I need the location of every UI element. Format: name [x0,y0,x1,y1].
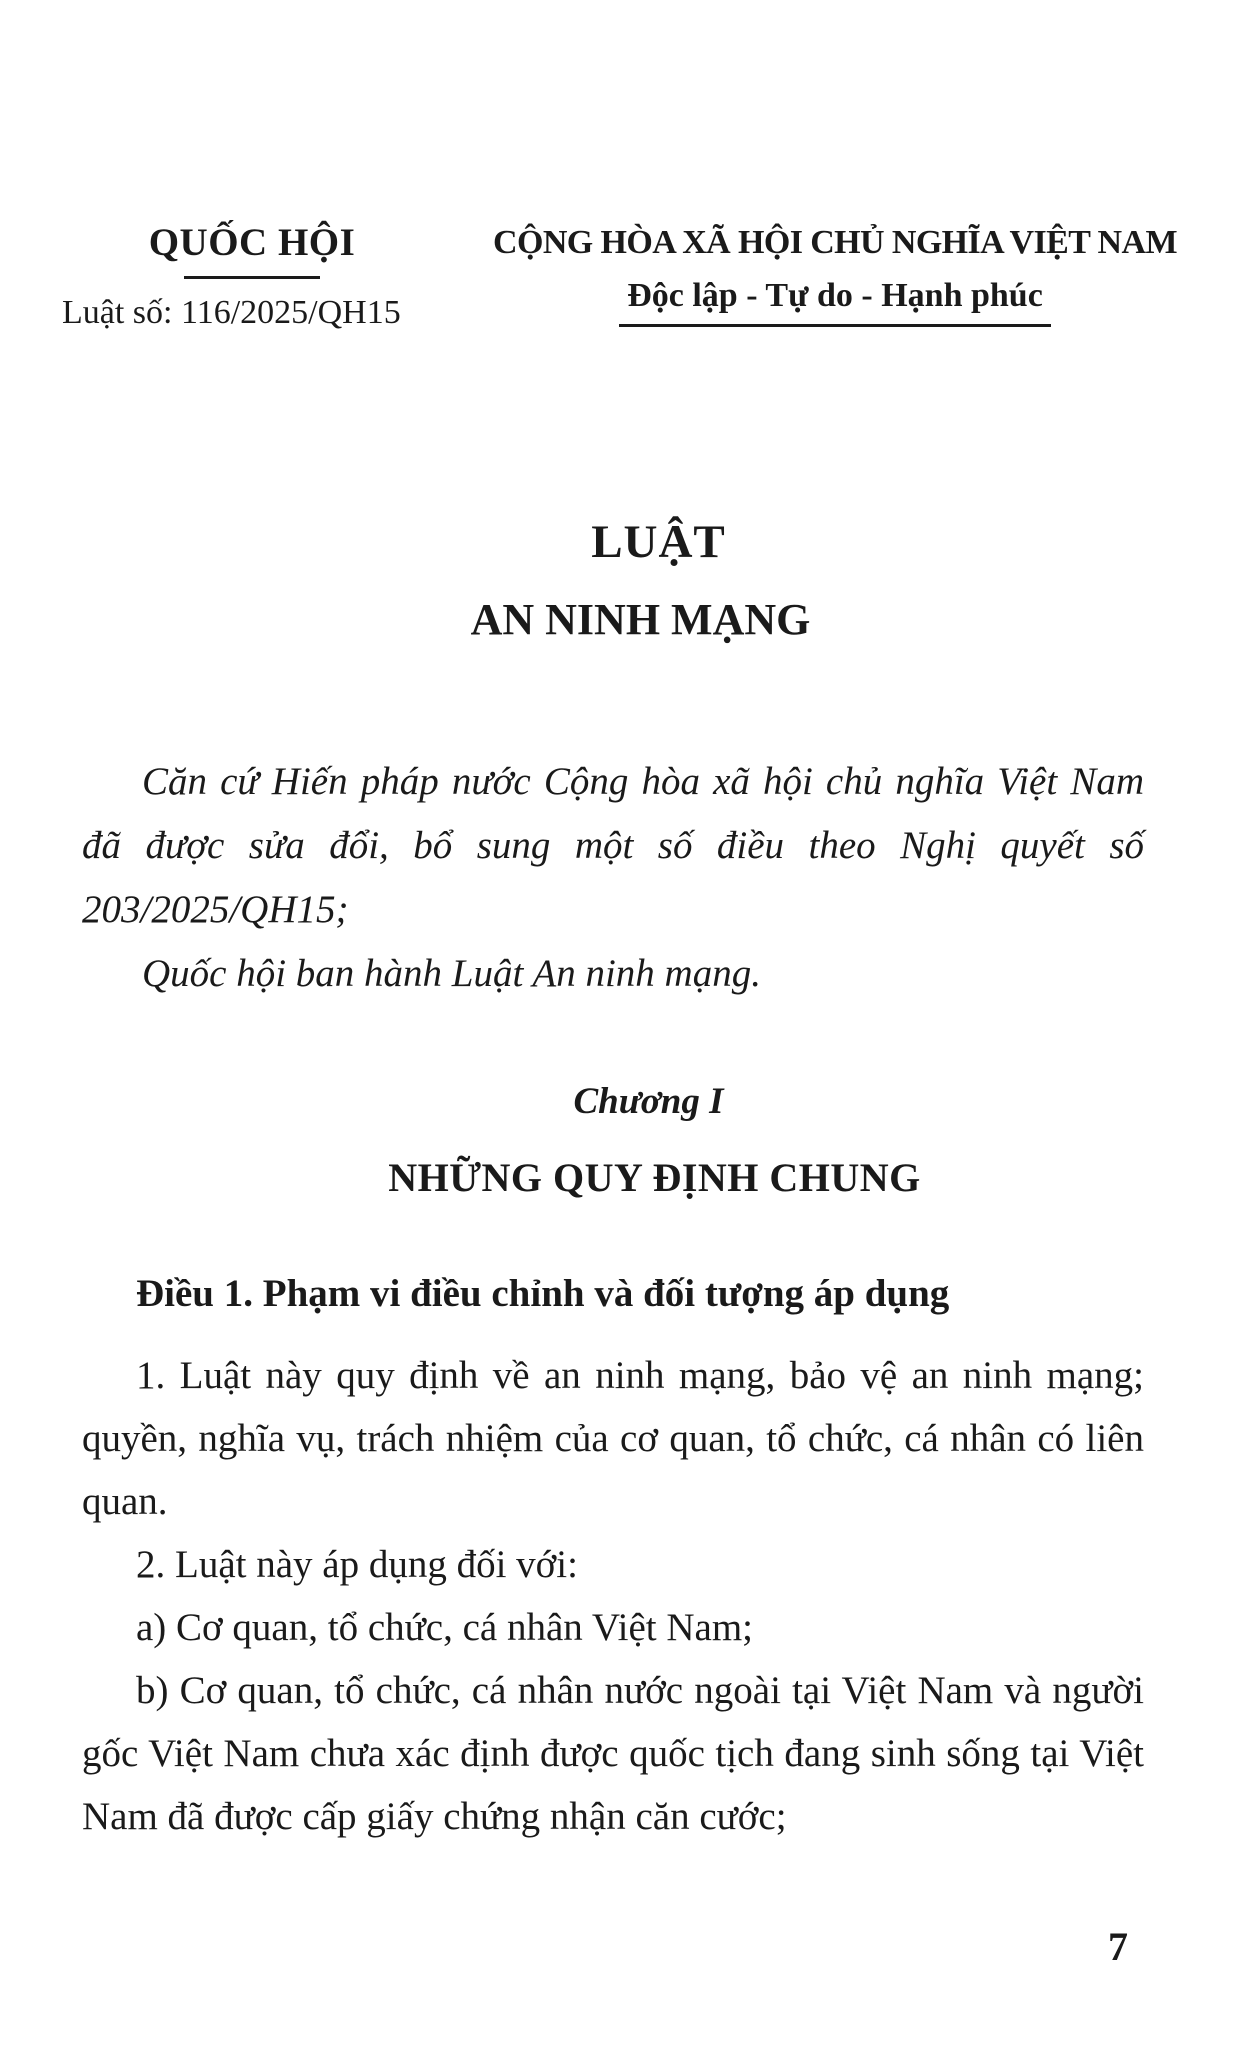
issuer-name: QUỐC HỘI [148,221,356,264]
issuer-underline [184,276,320,279]
article-body [82,1344,1144,1848]
law-number: Luật số: 116/2025/QH15 [62,294,401,331]
issuer-block [62,218,442,335]
country-name: CỘNG HÒA XÃ HỘI CHỦ NGHĨA VIỆT NAM [493,224,1177,261]
article-paragraph: 1. Luật này quy định về an ninh mạng, bảo vệ an ninh mạng; quyền, nghĩa vụ, trách nhiệm của cơ quan, tổ chức, cá nhân có liên quan. [82,1354,1144,1523]
article-paragraph: b) Cơ quan, tổ chức, cá nhân nước ngoài tại Việt Nam và người gốc Việt Nam chưa xác định được quốc tịch đang sinh sống tại Việt Nam đã được cấp giấy chứng nhận căn cước; [82,1669,1144,1838]
preamble-paragraph: Căn cứ Hiến pháp nước Cộng hòa xã hội chủ nghĩa Việt Nam đã được sửa đổi, bổ sung một số điều theo Nghị quyết số 203/2025/QH15; [82,760,1144,931]
document-type-title: LUẬT [591,516,726,568]
article-paragraph: 2. Luật này áp dụng đối với: [136,1543,578,1586]
national-header [460,218,1210,327]
article-title: Điều 1. Phạm vi điều chỉnh và đối tượng áp dụng [136,1272,950,1315]
preamble-paragraph: Quốc hội ban hành Luật An ninh mạng. [142,952,761,995]
document-title: AN NINH MẠNG [470,595,811,644]
preamble [82,750,1144,1006]
national-motto: Độc lập - Tự do - Hạnh phúc [619,274,1051,327]
chapter-name: NHỮNG QUY ĐỊNH CHUNG [388,1155,921,1200]
article-paragraph: a) Cơ quan, tổ chức, cá nhân Việt Nam; [136,1606,754,1649]
chapter-number: Chương I [573,1081,724,1122]
page-number: 7 [1108,1924,1128,1969]
